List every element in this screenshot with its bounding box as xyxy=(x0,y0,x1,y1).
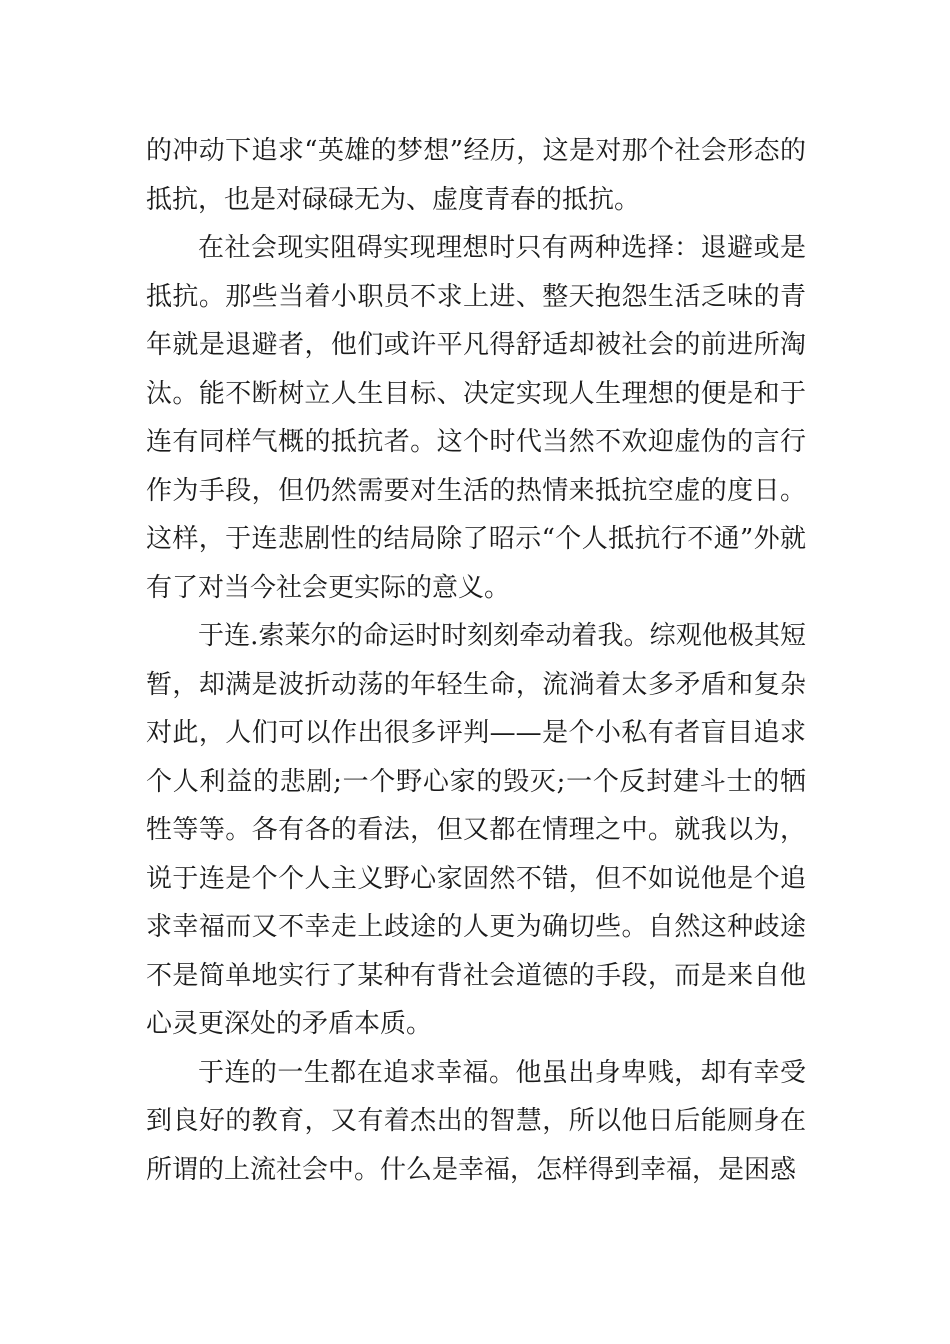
paragraph-3: 于连.索莱尔的命运时时刻刻牵动着我。综观他极其短暂，却满是波折动荡的年轻生命，流淌着太多矛盾和复杂对此，人们可以作出很多评判——是个小私有者盲目追求个人利益的悲剧;一个野心家的毁灭;一个反封建斗士的牺牲等等。各有各的看法，但又都在情理之中。就我以为，说于连是个个人主义野心家固然不错，但不如说他是个追求幸福而又不幸走上歧途的人更为确切些。自然这种歧途不是简单地实行了某种有背社会道德的手段，而是来自他心灵更深处的矛盾本质。 xyxy=(146,621,806,1039)
document-body xyxy=(146,127,806,1194)
paragraph-4: 于连的一生都在追求幸福。他虽出身卑贱，却有幸受到良好的教育，又有着杰出的智慧，所以他日后能厕身在所谓的上流社会中。什么是幸福，怎样得到幸福，是困惑 xyxy=(146,1057,806,1185)
paragraph-1: 的冲动下追求“英雄的梦想”经历，这是对那个社会形态的抵抗，也是对碌碌无为、虚度青春的抵抗。 xyxy=(146,136,806,215)
paragraph-2: 在社会现实阻碍实现理想时只有两种选择：退避或是抵抗。那些当着小职员不求上进、整天抱怨生活乏味的青年就是退避者，他们或许平凡得舒适却被社会的前进所淘汰。能不断树立人生目标、决定实现人生理想的便是和于连有同样气概的抵抗者。这个时代当然不欢迎虚伪的言行作为手段，但仍然需要对生活的热情来抵抗空虚的度日。这样，于连悲剧性的结局除了昭示“个人抵抗行不通”外就有了对当今社会更实际的意义。 xyxy=(146,233,806,603)
